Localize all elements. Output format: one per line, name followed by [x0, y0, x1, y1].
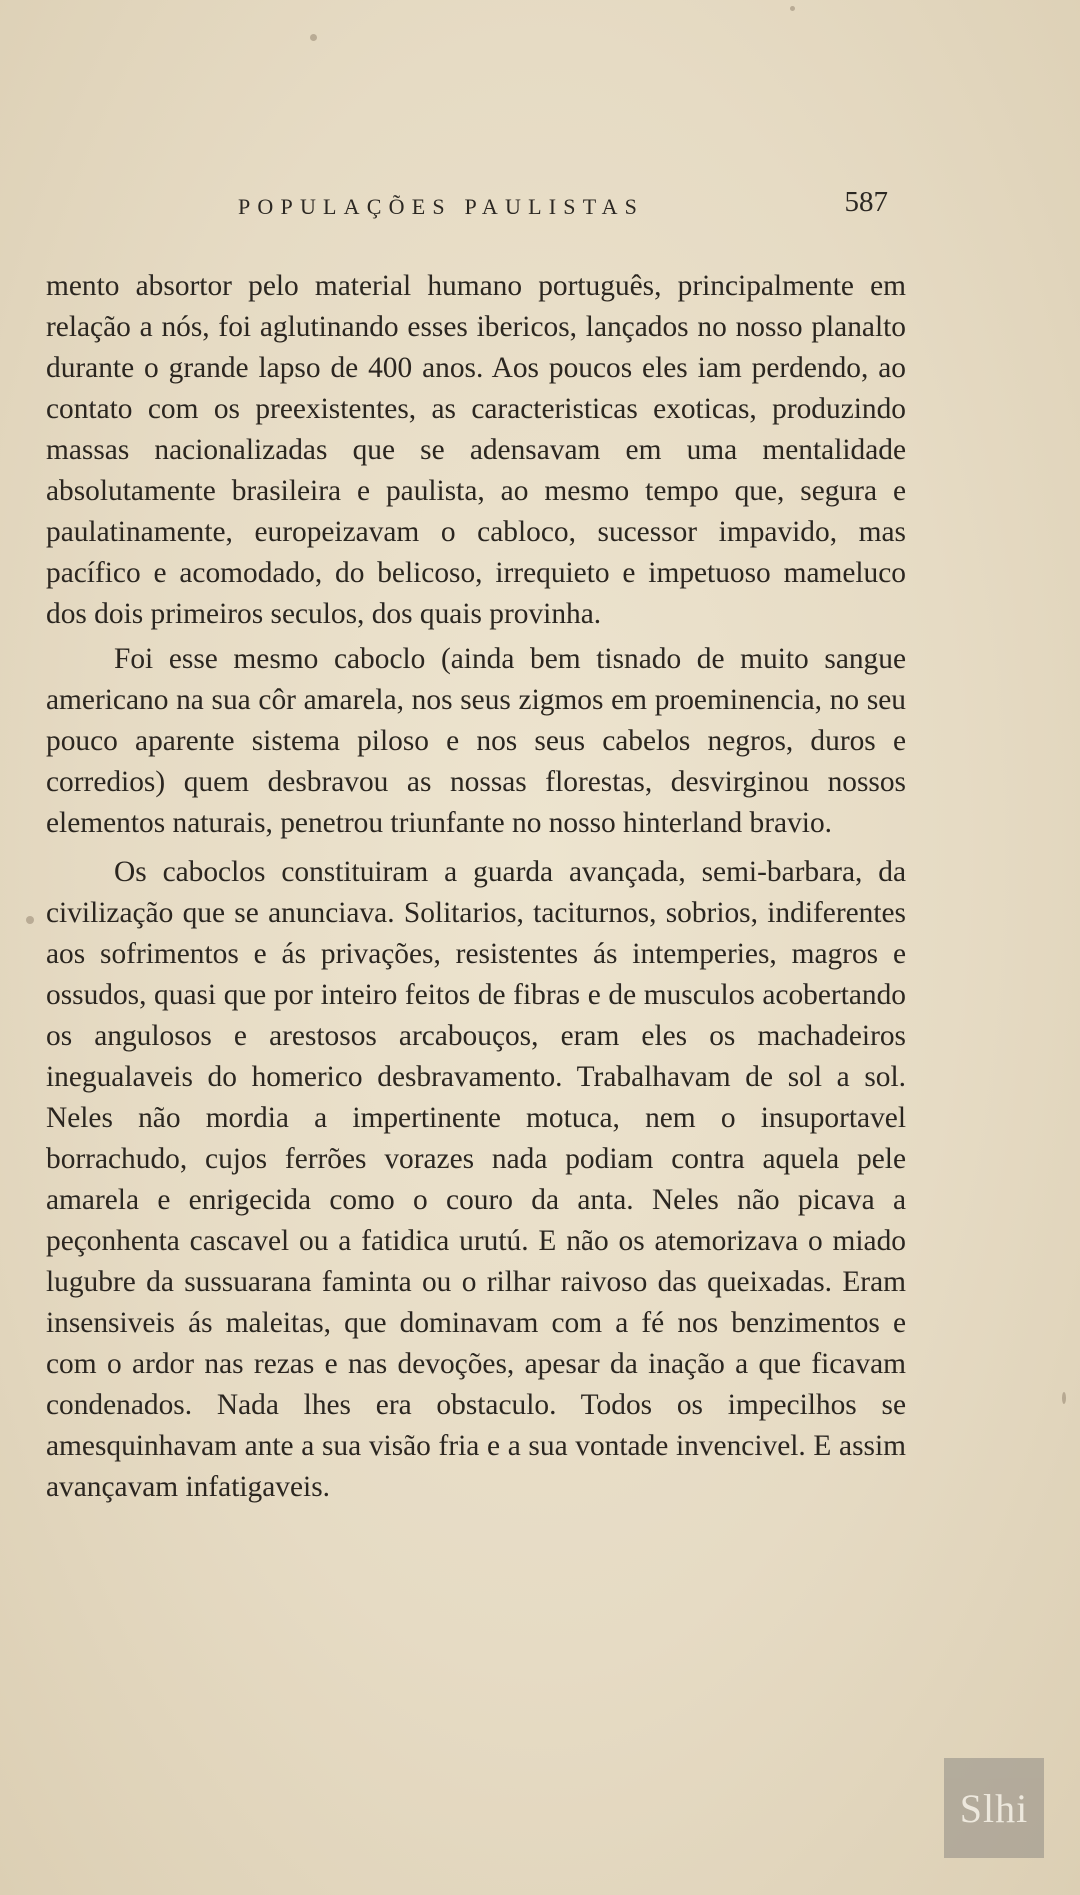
running-title: POPULAÇÕES PAULISTAS — [238, 194, 645, 219]
paragraph-1: mento absortor pelo material humano português, principalmente em relação a nós, foi aglutinando esses ibericos, lançados no nosso planalto durante o grande lapso de 400 anos. Aos poucos eles iam perdendo, ao contato com os preexistentes, as caracteristicas exoticas, produzindo massas nacionalizadas que se adensavam em uma mentalidade absolutamente brasileira e paulista, ao mesmo tempo que, segura e paulatinamente, europeizavam o cabloco, sucessor impavido, mas pacífico e acomodado, do belicoso, irrequieto e impetuoso mameluco dos dois primeiros seculos, dos quais provinha. — [46, 270, 906, 630]
body-text — [46, 266, 906, 1508]
paper-speck — [26, 916, 34, 924]
page-header — [238, 186, 888, 226]
paragraph-3: Os caboclos constituiram a guarda avançada, semi-barbara, da civilização que se anunciava. Solitarios, taciturnos, sobrios, indiferentes aos sofrimentos e ás privações, resistentes ás intemperies, magros e ossudos, quasi que por inteiro feitos de fibras e de musculos acobertando os angulosos e arestosos arcabouços, eram eles os machadeiros inegualaveis do homerico desbravamento. Trabalhavam de sol a sol. Neles não mordia a impertinente motuca, nem o insuportavel borrachudo, cujos ferrões vorazes nada podiam contra aquela pele amarela e enrigecida como o couro da anta. Neles não picava a peçonhenta cascavel ou a fatidica urutú. E não os atemorizava o miado lugubre da sussuarana faminta ou o rilhar raivoso das queixadas. Eram insensiveis ás maleitas, que dominavam com a fé nos benzimentos e com o ardor nas rezas e nas devoções, apesar da inação a que ficavam condenados. Nada lhes era obstaculo. Todos os impecilhos se amesquinhavam ante a sua visão fria e a sua vontade invencivel. E assim avançavam infatigaveis. — [46, 856, 906, 1503]
paper-speck — [310, 34, 317, 41]
watermark-text: Slhi — [959, 1785, 1029, 1831]
paragraph-2: Foi esse mesmo caboclo (ainda bem tisnado de muito sangue americano na sua côr amarela, nos seus zigmos em proeminencia, no seu pouco aparente sistema piloso e nos seus cabelos negros, duros e corredios) quem desbravou as nossas florestas, desvirginou nossos elementos naturais, penetrou triunfante no nosso hinterland bravio. — [46, 643, 906, 839]
paper-speck — [1062, 1392, 1066, 1404]
page-number: 587 — [844, 186, 888, 218]
paper-speck — [790, 6, 795, 11]
watermark-logo — [944, 1758, 1044, 1858]
